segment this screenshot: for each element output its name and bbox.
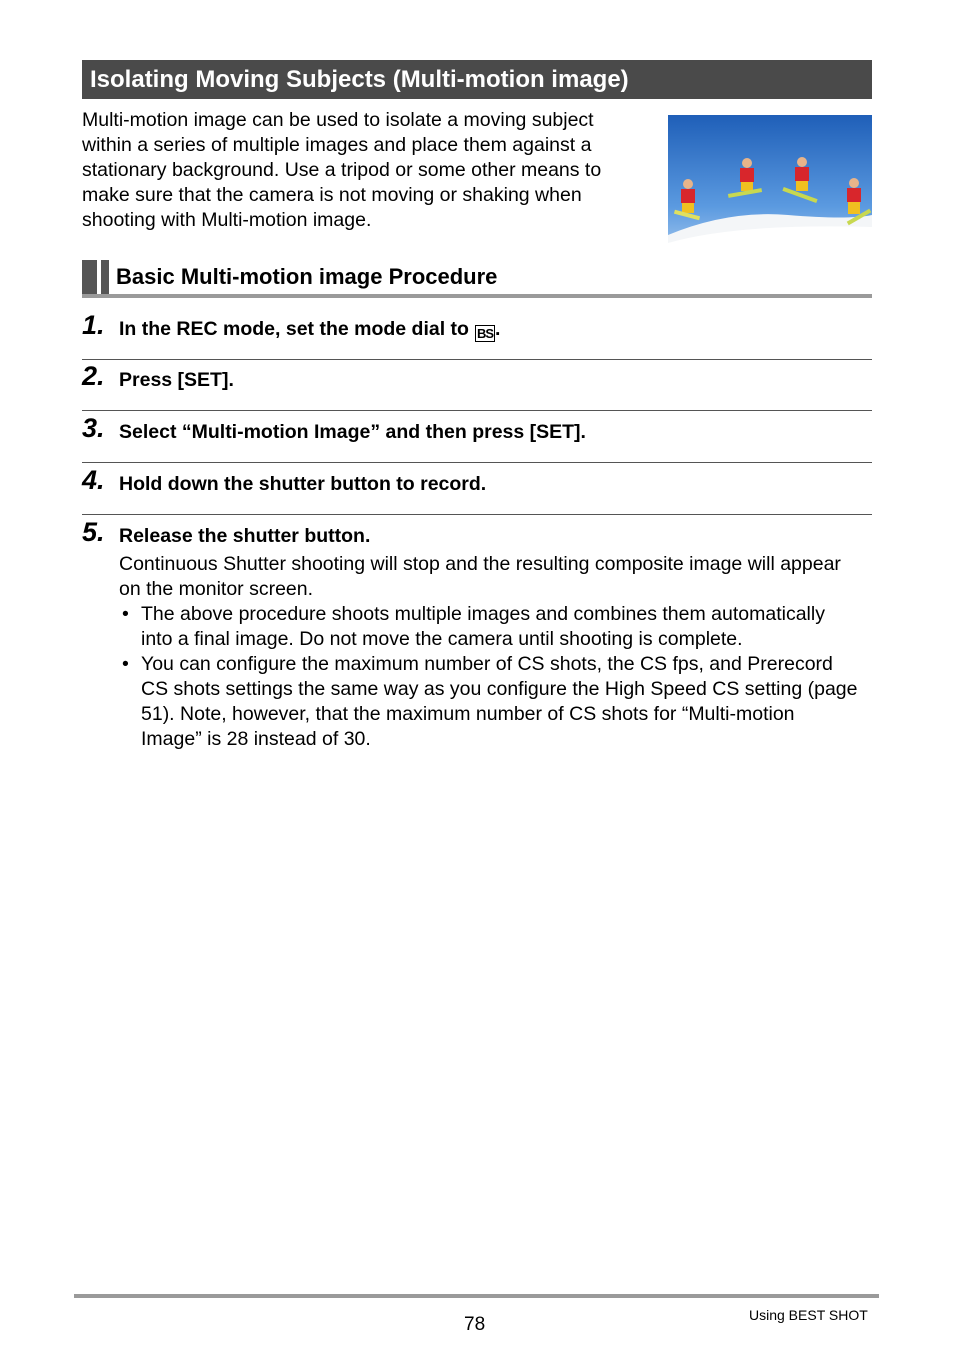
page-title: Isolating Moving Subjects (Multi-motion image): [82, 60, 872, 99]
snowboarder-multi-motion-photo: [668, 115, 872, 268]
notes-list: [119, 602, 859, 752]
section-heading-text: Basic Multi-motion image Procedure: [116, 264, 498, 289]
heading-underline: [82, 294, 872, 298]
section-heading: [82, 260, 872, 298]
footer-chapter-label: Using BEST SHOT: [749, 1307, 868, 1323]
list-item: • You can configure the maximum number of CS shots, the CS fps, and Prerecord CS shots settings the same way as you configure the High Speed CS setting (page 51). Note, however, that the maximum number of CS shots for “Multi-motion Image” is 28 instead of 30.: [122, 653, 858, 750]
heading-bar-decoration: [101, 260, 109, 295]
step-divider: [82, 410, 872, 411]
step-5-details: [119, 552, 859, 752]
best-shot-mode-icon: BS: [476, 326, 494, 341]
step-divider: [82, 359, 872, 360]
step-5-paragraph: Continuous Shutter shooting will stop and the resulting composite image will appear on the monitor screen.: [119, 553, 841, 600]
step-text: Hold down the shutter button to record.: [119, 473, 487, 495]
step-number: 2.: [82, 361, 105, 391]
step-number: 1.: [82, 310, 105, 340]
step-divider: [82, 514, 872, 515]
step-number: 4.: [82, 465, 105, 495]
step-text: In the REC mode, set the mode dial to BS .: [119, 318, 501, 341]
step-text: Press [SET].: [119, 369, 234, 391]
bullet-marker: •: [122, 653, 129, 675]
list-item: • The above procedure shoots multiple images and combines them automatically into a final image. Do not move the camera until shooting is complete.: [122, 603, 825, 650]
footer-divider: [74, 1294, 879, 1298]
step-text: Select “Multi-motion Image” and then press [SET].: [119, 421, 586, 443]
step-number: 5.: [82, 517, 105, 547]
heading-bar-decoration: [82, 260, 97, 295]
bullet-marker: •: [122, 603, 129, 625]
page-number: 78: [464, 1314, 486, 1335]
intro-paragraph: Multi-motion image can be used to isolate a moving subject within a series of multiple images and place them against a stationary background. Use a tripod or some other means to make sure that the camera is not moving or shaking when shooting with Multi-motion image.: [82, 109, 602, 231]
step-text: Release the shutter button.: [119, 525, 371, 547]
step-number: 3.: [82, 413, 105, 443]
step-divider: [82, 462, 872, 463]
